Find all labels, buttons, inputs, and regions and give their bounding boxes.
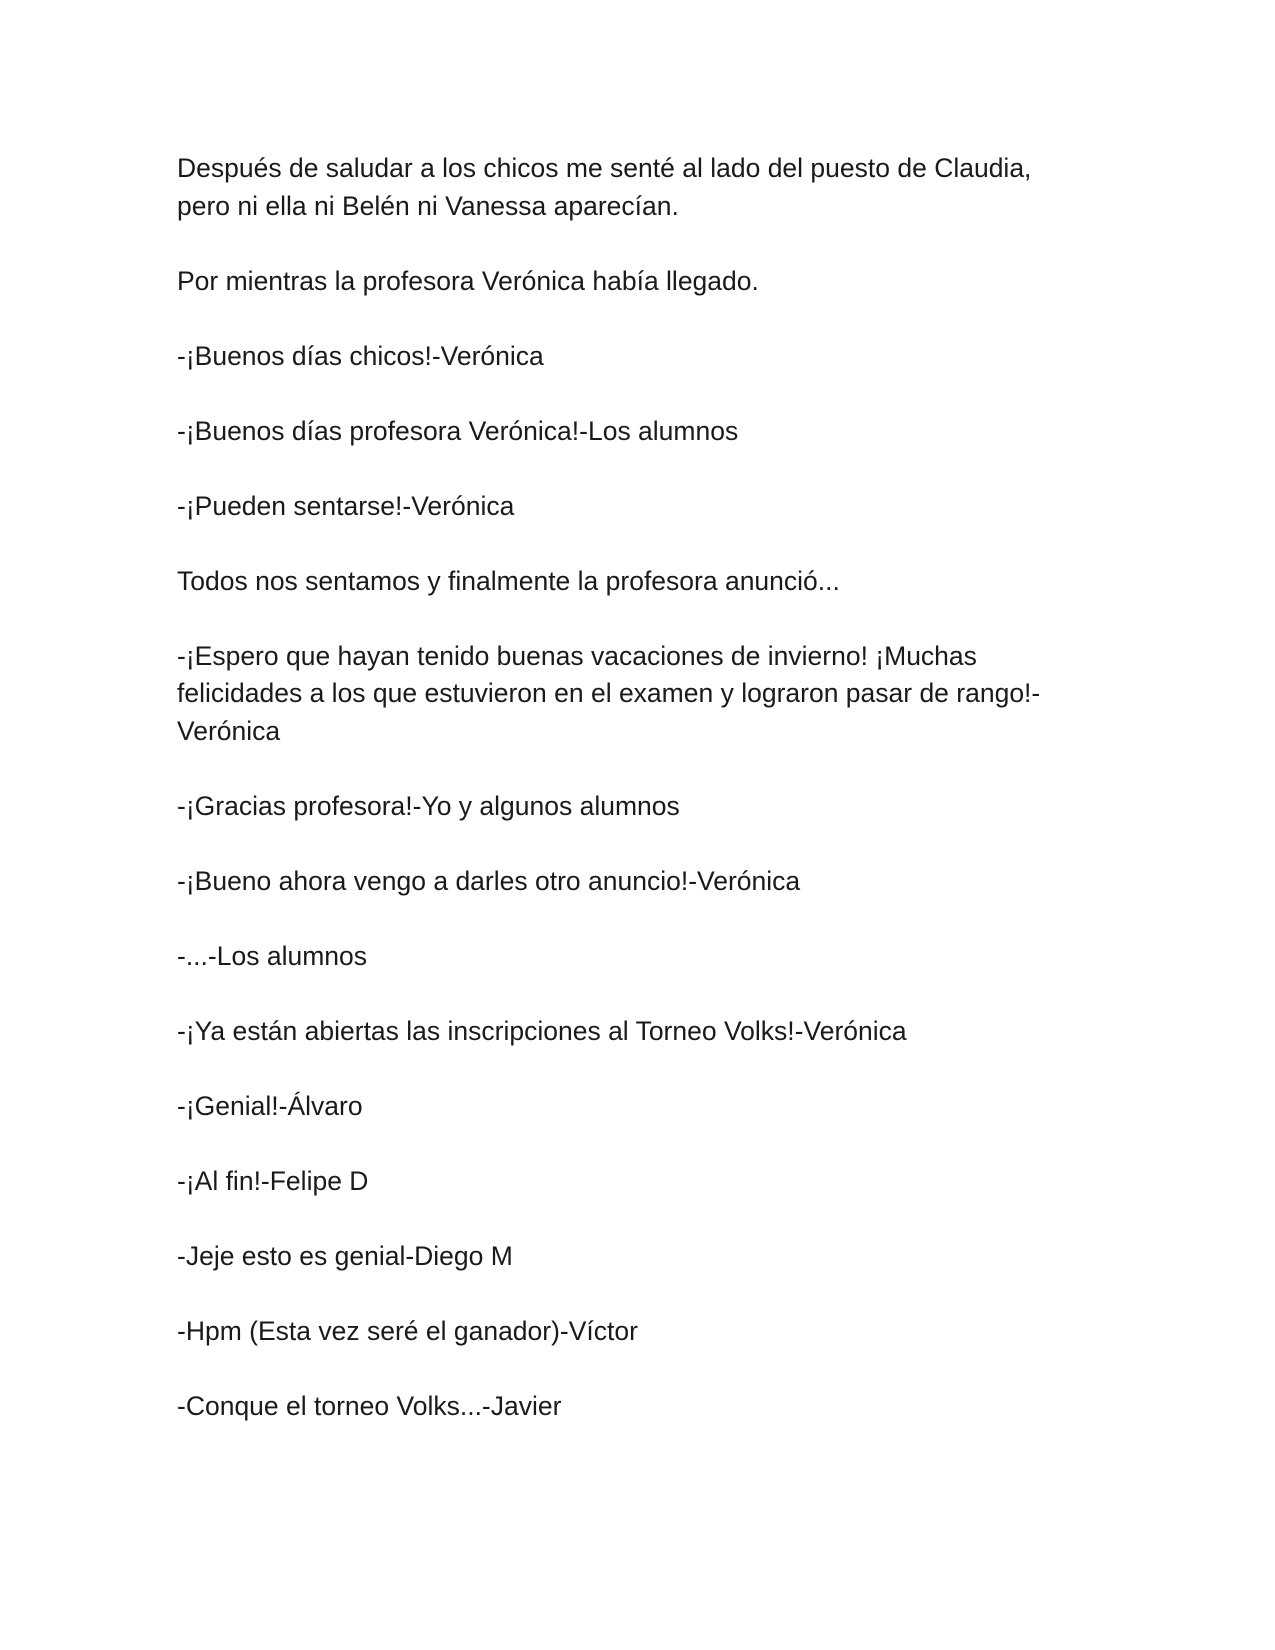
dialogue-line: -...-Los alumnos (177, 940, 367, 971)
document-body (177, 150, 1107, 1463)
dialogue-line: -¡Genial!-Álvaro (177, 1090, 363, 1121)
paragraph: Después de saludar a los chicos me senté al lado del puesto de Claudia, pero ni ella ni Belén ni Vanessa aparecían. (177, 153, 1032, 221)
dialogue-line: -¡Buenos días profesora Verónica!-Los alumnos (177, 415, 739, 446)
dialogue-line: -Conque el torneo Volks...-Javier (177, 1390, 562, 1421)
dialogue-line: -¡Espero que hayan tenido buenas vacaciones de invierno! ¡Muchas felicidades a los que estuvieron en el examen y lograron pasar de rango!- Verónica (177, 640, 1041, 746)
dialogue-line: -¡Ya están abiertas las inscripciones al Torneo Volks!-Verónica (177, 1015, 907, 1046)
dialogue-line: -Jeje esto es genial-Diego M (177, 1240, 513, 1271)
dialogue-line: -¡Bueno ahora vengo a darles otro anuncio!-Verónica (177, 865, 801, 896)
dialogue-line: -¡Al fin!-Felipe D (177, 1165, 369, 1196)
dialogue-line: -Hpm (Esta vez seré el ganador)-Víctor (177, 1315, 638, 1346)
paragraph: Por mientras la profesora Verónica había llegado. (177, 265, 759, 296)
dialogue-line: -¡Pueden sentarse!-Verónica (177, 490, 515, 521)
dialogue-line: -¡Gracias profesora!-Yo y algunos alumnos (177, 790, 680, 821)
paragraph: Todos nos sentamos y finalmente la profesora anunció... (177, 565, 840, 596)
dialogue-line: -¡Buenos días chicos!-Verónica (177, 340, 544, 371)
